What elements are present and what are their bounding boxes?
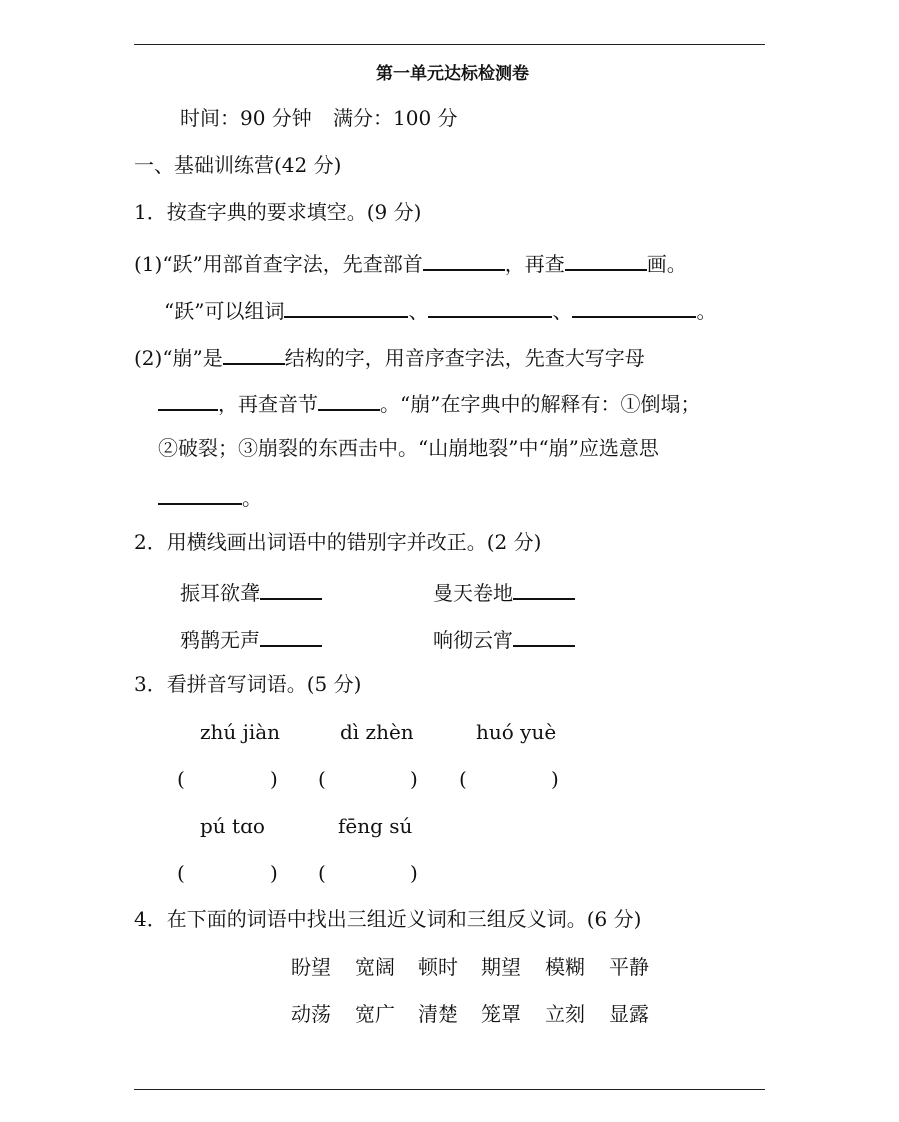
end-mark: 。	[696, 299, 717, 323]
open-paren: (	[177, 767, 185, 791]
word-bank-item: 清楚	[418, 1002, 458, 1026]
q1-p1-text-a: (1)“跃”用部首查字法，先查部首	[134, 252, 423, 276]
word-text: 曼天卷地	[433, 581, 513, 605]
q2-word-1	[180, 578, 322, 605]
word-bank-item: 模糊	[545, 955, 585, 979]
section-heading: 一、基础训练营(42 分)	[134, 153, 342, 177]
pinyin-5: fēng sú	[338, 814, 413, 838]
q1-p2-text-c: ，再查音节	[218, 392, 318, 416]
bottom-rule	[134, 1089, 765, 1090]
word-bank-item: 立刻	[545, 1002, 585, 1026]
word-bank-item: 宽阔	[355, 955, 395, 979]
q1-p2-text-a: (2)“崩”是	[134, 346, 223, 370]
question-1-part-1-words	[164, 296, 716, 323]
word-bank-item: 笼罩	[481, 1002, 521, 1026]
q2-word-4	[433, 625, 575, 652]
exam-time: 时间：90 分钟	[180, 106, 312, 130]
pinyin-4: pú tɑo	[200, 814, 265, 838]
top-rule	[134, 44, 765, 45]
open-paren: (	[459, 767, 467, 791]
answer-blank[interactable]	[423, 249, 505, 271]
separator: 、	[552, 299, 573, 323]
word-bank-item: 期望	[481, 955, 521, 979]
pinyin-1: zhú jiàn	[200, 720, 281, 744]
answer-blank[interactable]	[158, 389, 218, 411]
question-2-title: 2．用横线画出词语中的错别字并改正。(2 分)	[134, 530, 542, 554]
answer-blank[interactable]	[428, 296, 552, 318]
answer-blank[interactable]	[513, 578, 575, 600]
word-bank-item: 平静	[609, 955, 649, 979]
q1-p1-text-c: 画。	[646, 252, 687, 276]
answer-blank[interactable]	[513, 625, 575, 647]
q1-p2-text-d: 。“崩”在字典中的解释有：①倒塌；	[380, 392, 701, 416]
q1-p1-text-b: ，再查	[504, 252, 565, 276]
close-paren: )	[410, 861, 418, 885]
word-text: 响彻云宵	[433, 628, 513, 652]
pinyin-2: dì zhèn	[340, 720, 414, 744]
close-paren: )	[410, 767, 418, 791]
question-1-part-1	[134, 249, 687, 276]
pinyin-3: huó yuè	[476, 720, 557, 744]
word-bank-item: 盼望	[291, 955, 331, 979]
open-paren: (	[318, 861, 326, 885]
question-1-part-2-line-2	[158, 389, 700, 416]
question-1-part-2	[134, 343, 645, 370]
answer-blank[interactable]	[572, 296, 696, 318]
answer-blank[interactable]	[158, 483, 242, 505]
exam-score: 满分：100 分	[333, 106, 458, 130]
question-1-title: 1．按查字典的要求填空。(9 分)	[134, 200, 422, 224]
question-1-part-2-line-4	[158, 483, 262, 510]
answer-blank[interactable]	[565, 249, 647, 271]
close-paren: )	[551, 767, 559, 791]
answer-blank[interactable]	[260, 625, 322, 647]
answer-blank[interactable]	[223, 343, 285, 365]
q2-word-3	[180, 625, 322, 652]
open-paren: (	[318, 767, 326, 791]
question-3-title: 3．看拼音写词语。(5 分)	[134, 672, 362, 696]
answer-blank[interactable]	[260, 578, 322, 600]
question-1-part-2-line-3: ②破裂；③崩裂的东西击中。“山崩地裂”中“崩”应选意思	[158, 436, 659, 460]
word-text: 振耳欲聋	[180, 581, 260, 605]
question-4-title: 4．在下面的词语中找出三组近义词和三组反义词。(6 分)	[134, 907, 642, 931]
word-bank-item: 顿时	[418, 955, 458, 979]
answer-blank[interactable]	[284, 296, 408, 318]
word-bank-item: 显露	[609, 1002, 649, 1026]
word-bank-item: 动荡	[291, 1002, 331, 1026]
q2-word-2	[433, 578, 575, 605]
close-paren: )	[270, 861, 278, 885]
separator: 、	[408, 299, 429, 323]
q1-p2-text-f: 。	[242, 486, 262, 510]
q1-p2-text-b: 结构的字，用音序查字法，先查大写字母	[284, 346, 645, 370]
q1-p1-text-d: “跃”可以组词	[164, 299, 285, 323]
word-text: 鸦鹊无声	[180, 628, 260, 652]
close-paren: )	[270, 767, 278, 791]
page-title: 第一单元达标检测卷	[376, 64, 529, 84]
open-paren: (	[177, 861, 185, 885]
word-bank-item: 宽广	[355, 1002, 395, 1026]
answer-blank[interactable]	[318, 389, 380, 411]
